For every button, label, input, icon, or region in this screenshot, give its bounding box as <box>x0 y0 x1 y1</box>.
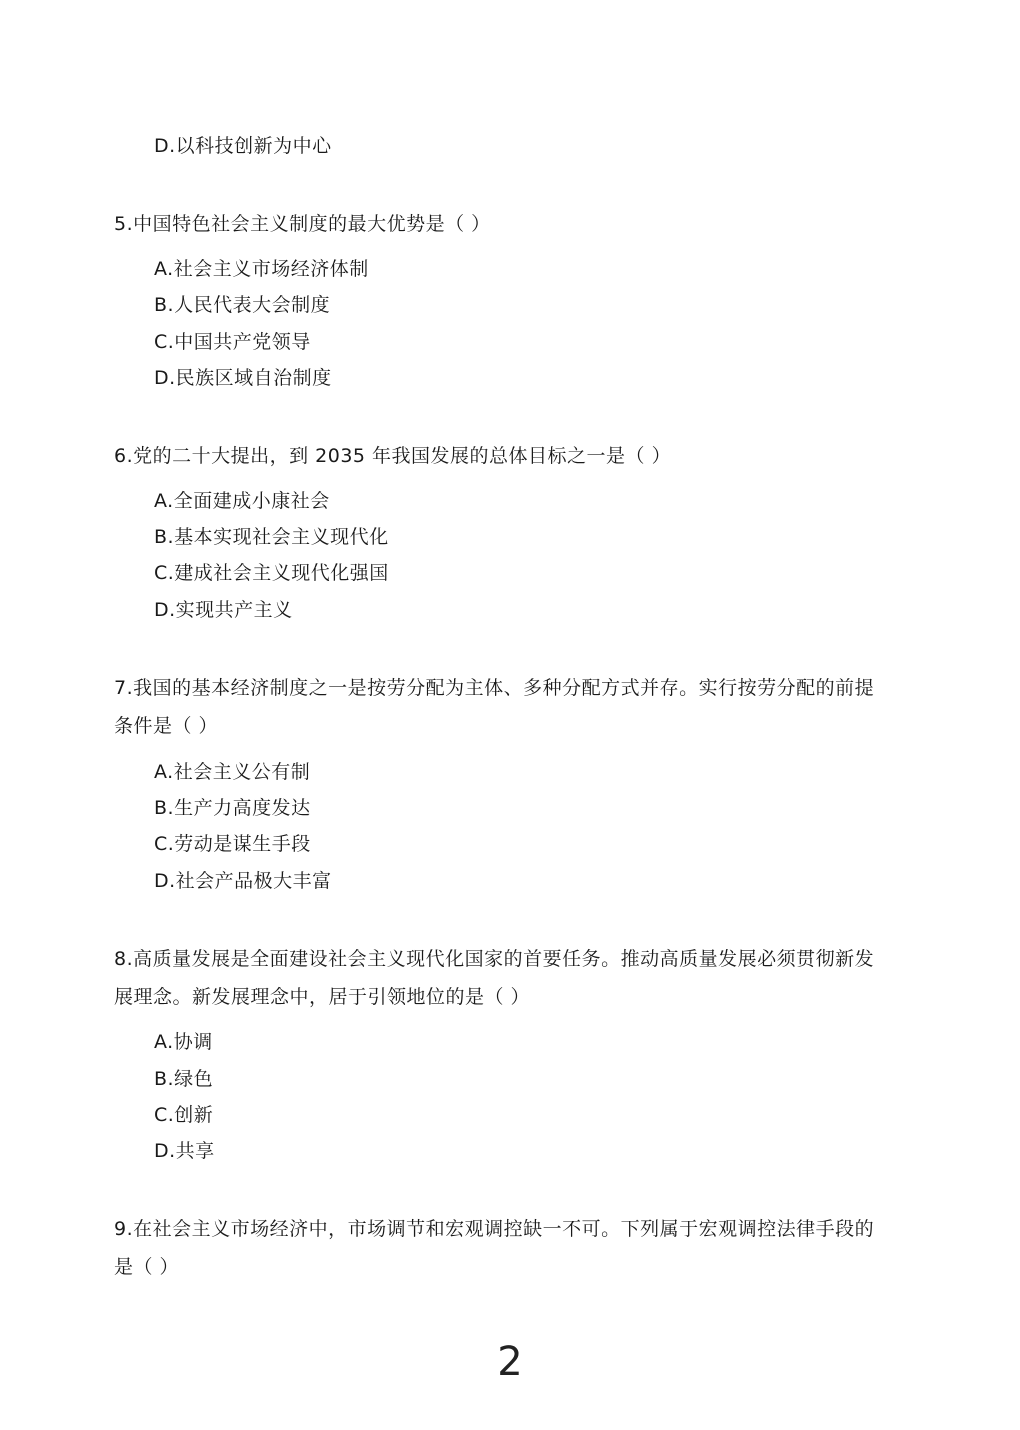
option-d: D.社会产品极大丰富 <box>154 870 332 892</box>
question-text-line-1: 9.在社会主义市场经济中，市场调节和宏观调控缺一不可。下列属于宏观调控法律手段的 <box>114 1218 875 1240</box>
option-a: A.社会主义公有制 <box>154 761 311 783</box>
option-b: B.人民代表大会制度 <box>154 294 331 316</box>
option-c: C.劳动是谋生手段 <box>154 833 311 855</box>
question-text: 6.党的二十大提出，到 2035 年我国发展的总体目标之一是（ ） <box>114 445 672 467</box>
option-a: A.社会主义市场经济体制 <box>154 258 369 280</box>
question-text-line-1: 8.高质量发展是全面建设社会主义现代化国家的首要任务。推动高质量发展必须贯彻新发 <box>114 948 875 970</box>
option-c: C.中国共产党领导 <box>154 331 311 353</box>
page-number: 2 <box>497 1339 523 1385</box>
question-text-line-1: 7.我国的基本经济制度之一是按劳分配为主体、多种分配方式并存。实行按劳分配的前提 <box>114 677 875 699</box>
option-d: D.民族区域自治制度 <box>154 367 332 389</box>
question-text-line-2: 展理念。新发展理念中，居于引领地位的是（ ） <box>114 986 531 1008</box>
question-text: 5.中国特色社会主义制度的最大优势是（ ） <box>114 213 491 235</box>
option-d: D.实现共产主义 <box>154 599 293 621</box>
option-c: C.创新 <box>154 1104 214 1126</box>
option-a: A.协调 <box>154 1031 213 1053</box>
option-b: B.生产力高度发达 <box>154 797 311 819</box>
question-text-line-2: 是（ ） <box>114 1256 180 1278</box>
option-a: A.全面建成小康社会 <box>154 490 330 512</box>
option-b: B.基本实现社会主义现代化 <box>154 526 389 548</box>
question-text-line-2: 条件是（ ） <box>114 715 219 737</box>
option-d: D.共享 <box>154 1140 215 1162</box>
option-c: C.建成社会主义现代化强国 <box>154 562 389 584</box>
option-b: B.绿色 <box>154 1068 214 1090</box>
q4-option-d: D.以科技创新为中心 <box>154 135 332 157</box>
